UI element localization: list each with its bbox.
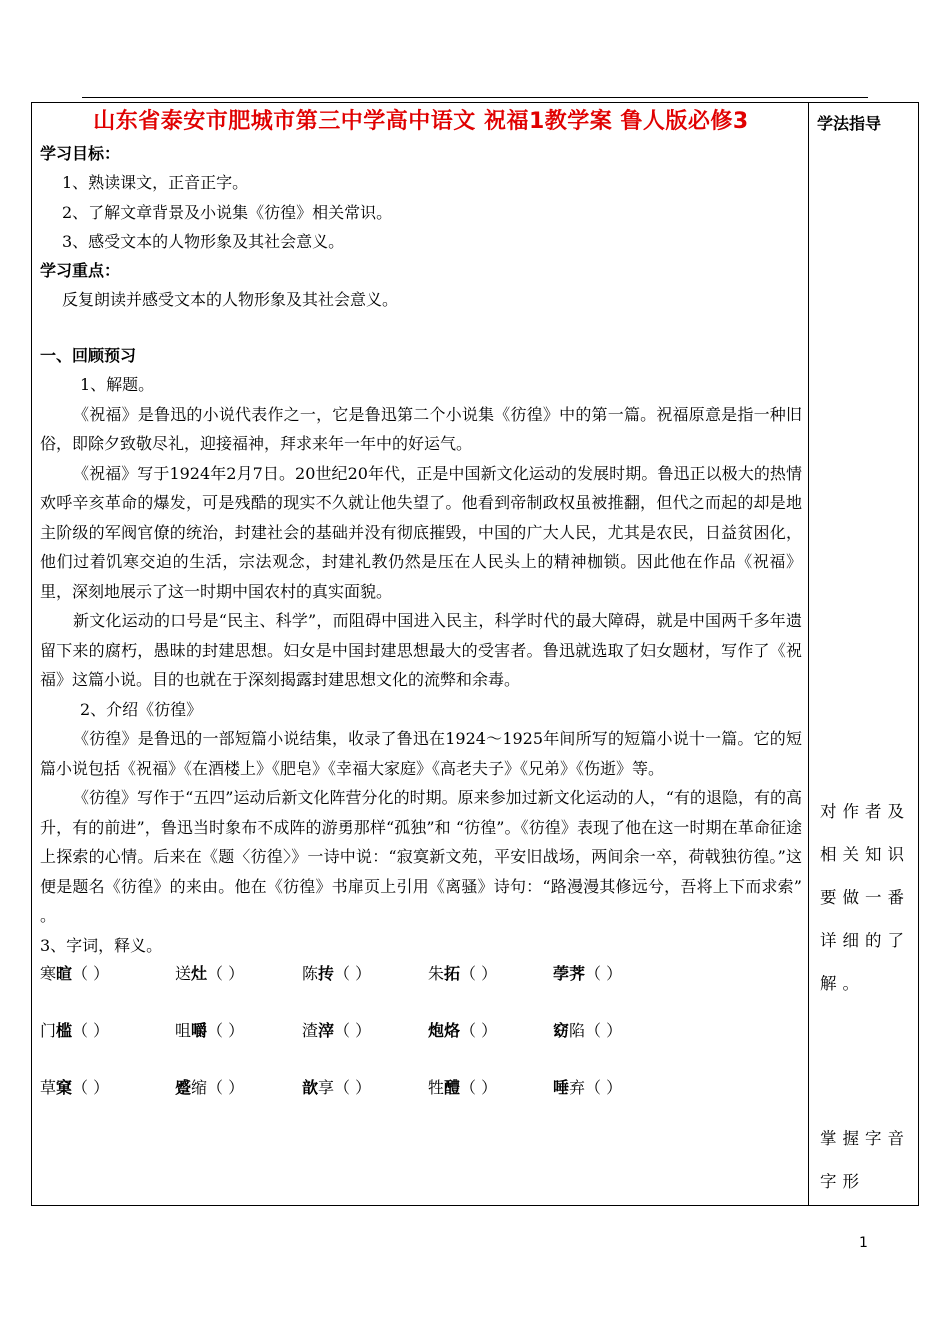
vocab-item: 唾弃（ ） bbox=[553, 1078, 623, 1097]
answer-blank[interactable]: （ ） bbox=[334, 964, 372, 983]
vocab-item: 荸荠（ ） bbox=[553, 964, 623, 983]
vocab-item: 咀嚼（ ） bbox=[175, 1021, 245, 1040]
header-rule bbox=[82, 97, 868, 98]
focus-heading: 学习重点： bbox=[40, 260, 121, 280]
vocab-row bbox=[40, 960, 802, 1017]
vocab-item: 蹙缩（ ） bbox=[175, 1078, 245, 1097]
goals-list bbox=[40, 168, 802, 257]
column-divider bbox=[808, 102, 809, 1206]
review-heading: 一、回顾预习 bbox=[40, 346, 137, 365]
sub-heading-2: 2、介绍《彷徨》 bbox=[80, 699, 203, 719]
main-column bbox=[40, 106, 802, 1131]
vocab-item: 寒暄（ ） bbox=[40, 964, 110, 983]
answer-blank[interactable]: （ ） bbox=[460, 1078, 498, 1097]
vocab-item: 送灶（ ） bbox=[175, 964, 245, 983]
vocab-exercise bbox=[40, 960, 802, 1131]
answer-blank[interactable]: （ ） bbox=[72, 964, 110, 983]
answer-blank[interactable]: （ ） bbox=[585, 964, 623, 983]
answer-blank[interactable]: （ ） bbox=[72, 1078, 110, 1097]
side-heading: 学法指导 bbox=[817, 114, 882, 133]
answer-blank[interactable]: （ ） bbox=[207, 964, 245, 983]
vocab-item: 门槛（ ） bbox=[40, 1021, 110, 1040]
answer-blank[interactable]: （ ） bbox=[585, 1078, 623, 1097]
goal-item: 2、了解文章背景及小说集《彷徨》相关常识。 bbox=[62, 202, 393, 222]
vocab-item: 窈陷（ ） bbox=[553, 1021, 623, 1040]
page-number: 1 bbox=[859, 1235, 868, 1251]
side-note-author: 对作者及相关知识要做一番详细的了解。 bbox=[820, 802, 910, 993]
answer-blank[interactable]: （ ） bbox=[207, 1021, 245, 1040]
side-note-characters: 掌握字音字形 bbox=[820, 1129, 910, 1191]
answer-blank[interactable]: （ ） bbox=[334, 1021, 372, 1040]
vocab-item: 渣滓（ ） bbox=[302, 1021, 372, 1040]
sub-heading-1: 1、解题。 bbox=[80, 375, 155, 394]
goals-heading: 学习目标： bbox=[40, 144, 121, 163]
goal-item: 1、熟读课文，正音正字。 bbox=[62, 173, 249, 192]
paragraph-3: 新文化运动的口号是“民主、科学”，而阻碍中国进入民主，科学时代的最大障碍，就是中国两千多年遗留下来的腐朽，愚昧的封建思想。妇女是中国封建思想最大的受害者。鲁迅就选取了妇女题材，写作了《祝福》这篇小说。目的也就在于深刻揭露封建思想文化的流弊和余毒。 bbox=[40, 611, 802, 689]
paragraph-2: 《祝福》写于1924年2月7日。20世纪20年代，正是中国新文化运动的发展时期。鲁迅正以极大的热情欢呼辛亥革命的爆发，可是残酷的现实不久就让他失望了。他看到帝制政权虽被推翻，但代之而起的却是地主阶级的军阀官僚的统治，封建社会的基础并没有彻底摧毁，中国的广大人民，尤其是农民，日益贫困化，他们过着饥寒交迫的生活，宗法观念，封建礼教仍然是压在人民头上的精神枷锁。因此他在作品《祝福》里，深刻地展示了这一时期中国农村的真实面貌。 bbox=[40, 463, 802, 601]
vocab-item: 牲醴（ ） bbox=[428, 1078, 498, 1097]
answer-blank[interactable]: （ ） bbox=[334, 1078, 372, 1097]
answer-blank[interactable]: （ ） bbox=[72, 1021, 110, 1040]
vocab-item: 炮烙（ ） bbox=[428, 1021, 498, 1040]
vocab-item: 草窠（ ） bbox=[40, 1078, 110, 1097]
vocab-item: 朱拓（ ） bbox=[428, 964, 498, 983]
answer-blank[interactable]: （ ） bbox=[460, 1021, 498, 1040]
paragraph-4: 《彷徨》是鲁迅的一部短篇小说结集，收录了鲁迅在1924～1925年间所写的短篇小说十一篇。它的短篇小说包括《祝福》《在酒楼上》《肥皂》《幸福大家庭》《高老夫子》《兄弟》《伤逝》等。 bbox=[40, 729, 802, 778]
vocab-row bbox=[40, 1017, 802, 1074]
vocab-item: 歆享（ ） bbox=[302, 1078, 372, 1097]
focus-text: 反复朗读并感受文本的人物形象及其社会意义。 bbox=[62, 289, 399, 309]
vocab-row bbox=[40, 1074, 802, 1131]
answer-blank[interactable]: （ ） bbox=[207, 1078, 245, 1097]
paragraph-1: 《祝福》是鲁迅的小说代表作之一，它是鲁迅第二个小说集《彷徨》中的第一篇。祝福原意是指一种旧俗，即除夕致敬尽礼，迎接福神，拜求来年一年中的好运气。 bbox=[40, 404, 802, 453]
vocab-item: 陈抟（ ） bbox=[302, 964, 372, 983]
goal-item: 3、感受文本的人物形象及其社会意义。 bbox=[62, 232, 345, 251]
answer-blank[interactable]: （ ） bbox=[585, 1021, 623, 1040]
paragraph-5: 《彷徨》写作于“五四”运动后新文化阵营分化的时期。原来参加过新文化运动的人，“有的退隐，有的高升，有的前进”，鲁迅当时象布不成阵的游勇那样“孤独”和 “彷徨”。《彷徨》表现了他在这一时期在革命征途上探索的心情。后来在《题〈彷徨〉》一诗中说：“寂寞新文苑，平安旧战场，两间余一卒，荷戟独彷徨。”这便是题名《彷徨》的来由。他在《彷徨》书扉页上引用《离骚》诗句：“路漫漫其修远兮，吾将上下而求索” 。 bbox=[40, 788, 802, 925]
document-title: 山东省泰安市肥城市第三中学高中语文 祝福1教学案 鲁人版必修3 bbox=[93, 109, 749, 134]
answer-blank[interactable]: （ ） bbox=[460, 964, 498, 983]
sub-heading-3: 3、字词，释义。 bbox=[40, 935, 163, 955]
